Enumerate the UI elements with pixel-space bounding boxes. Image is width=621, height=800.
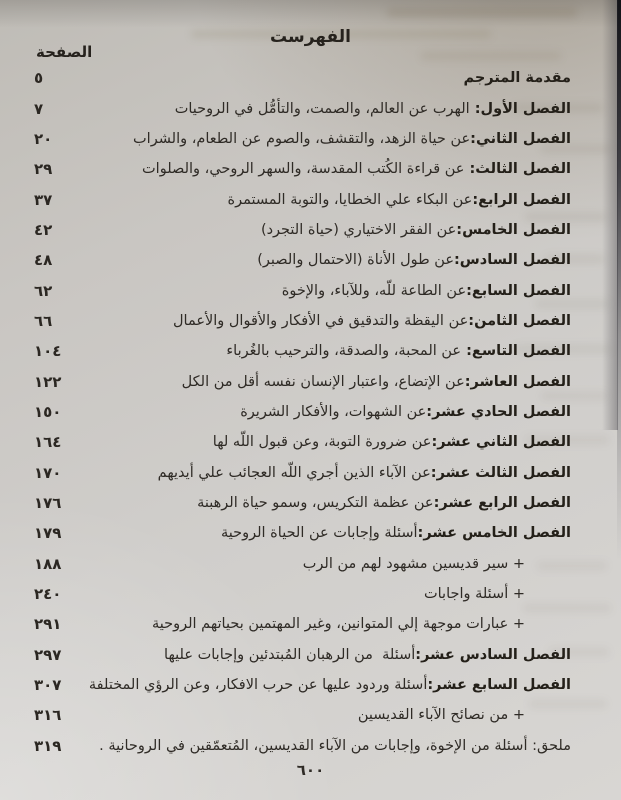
folio-number: ٦٠٠ [296,761,325,779]
chapter-title: الهرب عن العالم، والصمت، والتأمُّل في الروحيات [174,100,470,117]
toc-page-number: ٣١٦ [34,706,62,725]
toc-page-number: ٢٩١ [34,615,62,634]
toc-row [0,366,621,396]
toc-row [0,427,621,457]
toc-page-number: ٢٩ [34,160,53,179]
toc-page-number: ٣٠٧ [34,676,62,695]
chapter-title: عن الفقر الاختياري (حياة التجرد) [260,221,457,238]
chapter-label: الفصل التاسع: [461,343,571,360]
toc-page-number: ١٠٤ [34,342,62,361]
toc-entry [221,525,571,541]
chapter-title: أسئلة وردود عليها عن حرب الافكار، وعن الرؤي المختلفة [88,677,428,694]
toc-entry [173,313,571,329]
toc-entry [257,252,571,268]
toc-page-number: ٣١٩ [34,736,62,755]
chapter-title: عن البكاء علي الخطايا، والتوبة المستمرة [227,191,473,208]
toc-entry [175,101,571,117]
chapter-label: الفصل السادس عشر: [415,646,571,663]
toc-page-number: ٦٦ [34,311,53,330]
toc-entry [133,131,571,147]
chapter-label: الفصل الثاني عشر: [431,434,571,451]
toc-entry [424,586,525,602]
toc-entry [227,192,571,208]
chapter-title: عن الطاعة للّه، وللآباء، والإخوة [281,282,467,299]
chapter-title: أسئلة من الرهبان المُبتدئين وإجابات عليها [164,646,416,663]
chapter-label: الفصل الثاني: [470,130,571,147]
chapter-title: + من نصائح الآباء القديسين [357,707,525,724]
chapter-label: الفصل السادس: [454,252,571,269]
page-title: الفهرست [270,27,351,47]
toc-page-number: ١٧٠ [34,463,62,482]
chapter-label: الفصل الرابع عشر: [433,494,571,511]
toc-page-number: ٥ [34,69,44,88]
chapter-label: الفصل الثالث: [464,161,571,178]
chapter-title: عن طول الأناة (الاحتمال والصبر) [257,252,454,269]
chapter-label: الفصل الخامس: [456,221,571,238]
toc-row [0,670,621,700]
toc-row [0,275,621,305]
chapter-title: عن حياة الزهد، والتقشف، والصوم عن الطعام، والشراب [133,130,471,147]
chapter-title: عن ضرورة التوبة، وعن قبول اللّه لها [212,434,432,451]
toc-entry [463,70,571,86]
toc-entry [152,616,525,632]
toc-page-number: ٤٢ [34,220,53,239]
toc-row [0,215,621,245]
toc-page-number: ٢٠ [34,129,53,148]
toc-entry [261,222,571,238]
toc-entry [158,465,571,481]
chapter-title: + سير قديسين مشهود لهم من الرب [302,555,525,572]
toc-page-number: ١٧٦ [34,493,62,512]
chapter-label: الفصل الحادي عشر: [426,403,571,420]
chapter-label: مقدمة المترجم [463,70,571,87]
toc-row [0,700,621,730]
toc-row [0,336,621,366]
chapter-title: عن اليقظة والتدقيق في الأفكار والأقوال والأعمال [173,312,469,329]
toc-entry [240,404,571,420]
toc-row [0,154,621,184]
toc-row [0,579,621,609]
chapter-title: عن عظمة التكريس، وسمو حياة الرهبنة [197,494,434,511]
toc-page-number: ٦٢ [34,281,53,300]
toc-row [0,93,621,123]
toc-page-number: ١٥٠ [34,402,62,421]
bleed-through-mark [421,52,561,60]
toc-entry [226,343,571,359]
chapter-title: عن المحبة، والصدقة، والترحيب بالغُرباء [226,343,462,360]
toc-page-number: ٢٩٧ [34,645,62,664]
toc-page-number: ١٦٤ [34,433,62,452]
chapter-title: + عبارات موجهة إلي المتوانين، وغير المهتمين بحياتهم الروحية [152,616,525,633]
toc-entry [142,161,571,177]
toc-entry [99,738,571,754]
chapter-title: عن قراءة الكُتب المقدسة، والسهر الروحي، والصلوات [142,161,465,178]
chapter-label: الفصل الخامس عشر: [417,525,571,542]
toc-row [0,518,621,548]
toc-row [0,124,621,154]
toc-row [0,640,621,670]
toc-entry [89,677,571,693]
chapter-label: الفصل الأول: [469,100,571,117]
toc-row [0,397,621,427]
chapter-title: عن الآباء الذين أجري اللّه العجائب علي أيديهم [157,464,431,481]
toc-entry [303,556,525,572]
chapter-title: عن الإتضاع، واعتبار الإنسان نفسه أقل من الكل [181,373,465,390]
toc-page-number: ٣٧ [34,190,53,209]
toc-list [0,63,621,761]
toc-entry [282,283,571,299]
chapter-title: أسئلة وإجابات عن الحياة الروحية [221,525,418,542]
toc-row [0,488,621,518]
chapter-label: الفصل السابع: [466,282,571,299]
chapter-title: ملحق: أسئلة من الإخوة، وإجابات من الآباء القديسين، المُتعمّقين في الروحانية . [99,737,571,754]
toc-entry [164,647,571,663]
chapter-title: + أسئلة واجابات [423,586,525,603]
toc-page-number: ٢٤٠ [34,585,62,604]
toc-page-number: ١٢٢ [34,372,62,391]
toc-entry [358,707,525,723]
chapter-title: عن الشهوات، والأفكار الشريرة [240,403,427,420]
toc-page-number: ١٧٩ [34,524,62,543]
toc-entry [197,495,571,511]
page-number-column-header: الصفحة [36,43,93,61]
toc-page-number: ١٨٨ [34,554,62,573]
toc-row [0,245,621,275]
toc-row [0,731,621,761]
chapter-label: الفصل الثامن: [468,312,571,329]
chapter-label: الفصل العاشر: [464,373,571,390]
toc-row [0,549,621,579]
toc-page-number: ٧ [34,99,44,118]
chapter-label: الفصل الرابع: [472,191,571,208]
toc-page-number: ٤٨ [34,251,53,270]
toc-row [0,306,621,336]
toc-row [0,63,621,93]
chapter-label: الفصل السابع عشر: [427,677,571,694]
toc-row [0,184,621,214]
toc-row [0,457,621,487]
chapter-label: الفصل الثالث عشر: [430,464,571,481]
bleed-through-mark [387,8,577,17]
toc-entry [182,374,571,390]
toc-row [0,609,621,639]
toc-entry [213,434,571,450]
